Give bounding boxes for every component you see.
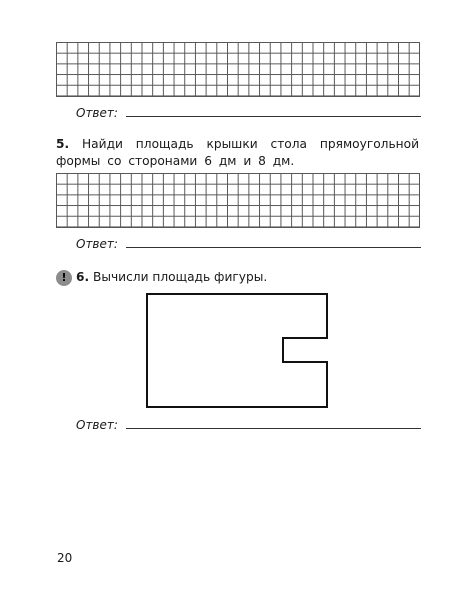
answer-label: Ответ	[76, 237, 114, 251]
task-6-text: Вычисли площадь фигуры.	[93, 270, 268, 284]
answer-label: Ответ	[76, 106, 114, 120]
answer-line-1[interactable]: Ответ :	[76, 106, 421, 120]
page-number: 20	[57, 551, 73, 565]
answer-label: Ответ	[76, 418, 114, 432]
attention-badge-icon: !	[56, 270, 72, 286]
task-5-number: 5.	[56, 137, 70, 151]
answer-underline	[126, 428, 421, 429]
answer-line-3[interactable]: Ответ :	[76, 418, 421, 432]
task-5-text: Найди площадь крышки стола прямоугольной формы со сторонами 6 дм и 8 дм.	[56, 137, 419, 168]
answer-line-2[interactable]: Ответ :	[76, 237, 421, 251]
task-6-number: 6.	[76, 270, 90, 284]
